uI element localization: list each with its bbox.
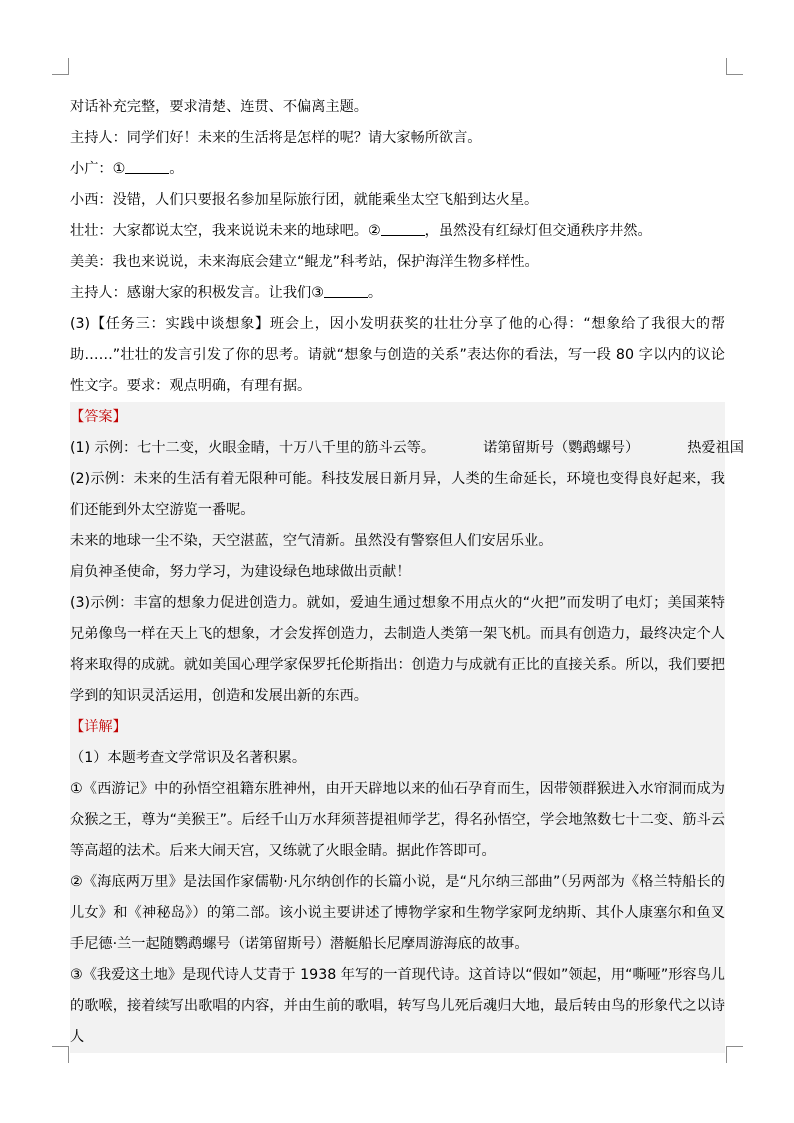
question-section <box>70 92 725 402</box>
crop-mark-bottom-left <box>52 1046 69 1063</box>
crop-mark-top-left <box>52 58 69 75</box>
zhuangzhuang-suffix: ，虽然没有红绿灯但交通秩序井然。 <box>424 223 652 239</box>
xiaoxi-line: 小西：没错，人们只要报名参加星际旅行团，就能乘坐太空飞船到达火星。 <box>70 192 539 208</box>
answer-tag: 【答案】 <box>70 409 127 425</box>
detail-paragraph-3: ③《我爱这土地》是现代诗人艾青于 1938 年写的一首现代诗。这首诗以“假如”领起，用“嘶哑”形容鸟儿的歌喉，接着续写出歌唱的内容，并由生前的歌唱，转写鸟儿死后魂归大地，最后转由鸟的形象代之以诗人 <box>70 967 725 1045</box>
xiaoguang-line <box>70 154 725 185</box>
answer-2-paragraph-1: (2)示例：未来的生活有着无限种可能。科技发展日新月异，人类的生命延长，环境也变得良好起来，我们还能到外太空游览一番呢。 <box>70 471 725 518</box>
zhuangzhuang-prefix: 壮壮：大家都说太空，我来说说未来的地球吧。② <box>70 223 381 239</box>
zhuangzhuang-line <box>70 216 725 247</box>
answer-3: (3)示例：丰富的想象力促进创造力。就如，爱迪生通过想象不用点火的“火把”而发明了电灯；美国莱特兄弟像鸟一样在天上飞的想象，才会发挥创造力，去制造人类第一架飞机。而具有创造力，最终决定个人将来取得的成就。就如美国心理学家保罗托伦斯指出：创造力与成就有正比的直接关系。所以，我们要把学到的知识灵活运用，创造和发展出新的东西。 <box>70 595 725 704</box>
detail-intro: （1）本题考查文学常识及名著积累。 <box>70 750 307 766</box>
answer-1-part-3: 热爱祖国 <box>687 440 744 456</box>
detail-paragraph-1: ①《西游记》中的孙悟空祖籍东胜神州，由开天辟地以来的仙石孕育而生，因带领群猴进入水帘洞而成为众猴之王，尊为“美猴王”。后经千山万水拜须菩提祖师学艺，得名孙悟空，学会地煞数七十二变、筋斗云等高超的法术。后来大闹天宫，又练就了火眼金睛。据此作答即可。 <box>70 781 725 859</box>
host-opening: 主持人：同学们好！未来的生活将是怎样的呢？请大家畅所欲言。 <box>70 130 482 146</box>
crop-mark-top-right <box>726 58 743 75</box>
answer-2-paragraph-2: 未来的地球一尘不染，天空湛蓝，空气清新。虽然没有警察但人们安居乐业。 <box>70 533 553 549</box>
meimei-line: 美美：我也来说说，未来海底会建立“鲲龙”科考站，保护海洋生物多样性。 <box>70 254 539 270</box>
xiaoguang-suffix: 。 <box>169 161 184 177</box>
host-closing <box>70 278 725 309</box>
answer-1-part-2: 诺第留斯号（鹦鹉螺号） <box>483 440 640 456</box>
blank-1 <box>125 159 169 174</box>
answer-2-paragraph-3: 肩负神圣使命，努力学习，为建设绿色地球做出贡献！ <box>70 564 411 580</box>
blank-3 <box>324 283 368 298</box>
crop-mark-bottom-right <box>726 1046 743 1063</box>
question-line-1: 对话补充完整，要求清楚、连贯、不偏离主题。 <box>70 99 368 115</box>
answer-section <box>70 402 744 1053</box>
detail-tag: 【详解】 <box>70 719 127 735</box>
xiaoguang-prefix: 小广：① <box>70 161 126 177</box>
blank-2 <box>381 221 425 236</box>
answer-1 <box>70 433 744 464</box>
detail-paragraph-2: ②《海底两万里》是法国作家儒勒·凡尔纳创作的长篇小说，是“凡尔纳三部曲”（另两部为《格兰特船长的儿女》和《神秘岛》）的第二部。该小说主要讲述了博物学家和生物学家阿龙纳斯、其仆人康塞尔和鱼叉手尼德·兰一起随鹦鹉螺号（诺第留斯号）潜艇船长尼摩周游海底的故事。 <box>70 874 725 952</box>
host-closing-suffix: 。 <box>367 285 383 301</box>
page-content <box>70 92 744 1053</box>
answer-1-part-1: (1) 示例：七十二变，火眼金睛，十万八千里的筋斗云等。 <box>70 440 436 456</box>
host-closing-prefix: 主持人：感谢大家的积极发言。让我们③ <box>70 285 324 301</box>
task-3-prompt: (3)【任务三：实践中谈想象】班会上，因小发明获奖的壮壮分享了他的心得：“想象给了我很大的帮助……”壮壮的发言引发了你的思考。请就“想象与创造的关系”表达你的看法，写一段 80 字以内的议论性文字。要求：观点明确，有理有据。 <box>70 316 725 394</box>
